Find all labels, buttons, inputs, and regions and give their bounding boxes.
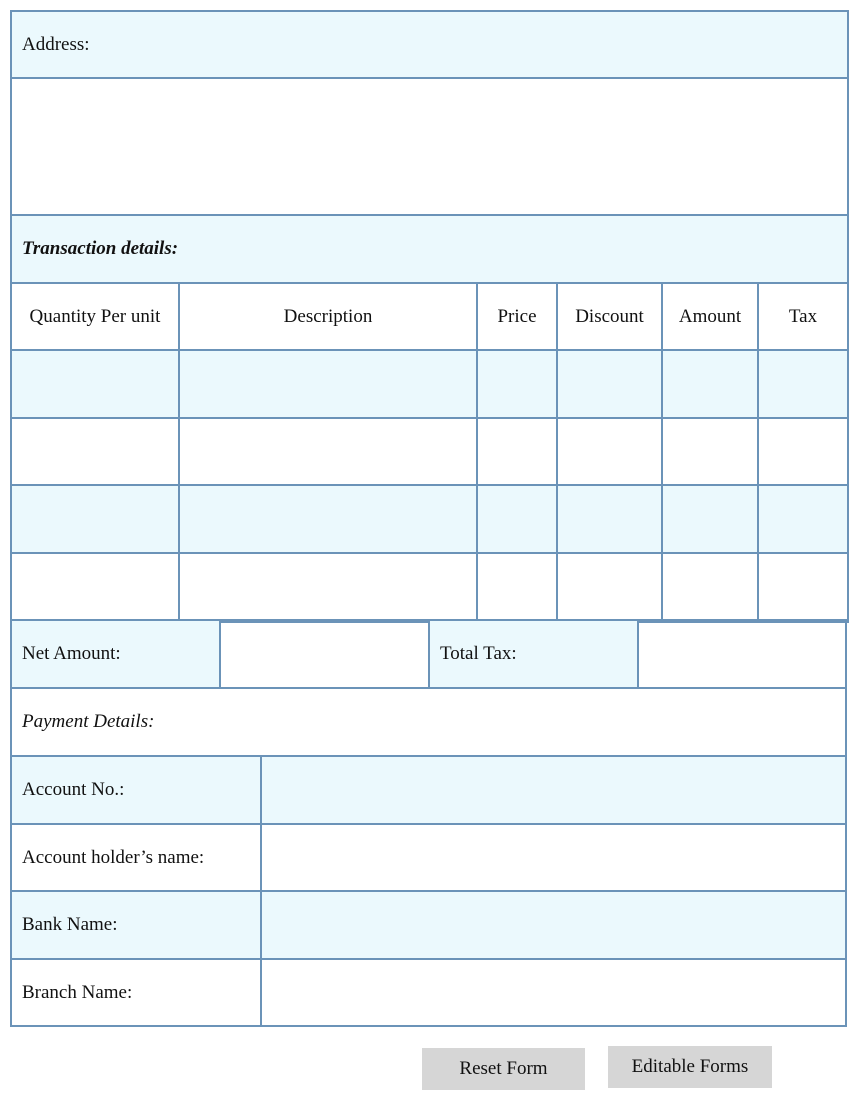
table-cell-input[interactable] bbox=[10, 484, 180, 554]
column-header bbox=[476, 282, 558, 351]
payment-field-input[interactable] bbox=[260, 890, 847, 960]
column-header bbox=[10, 282, 180, 351]
payment-field-label-cell bbox=[10, 823, 262, 892]
total-tax-input[interactable] bbox=[637, 619, 847, 689]
payment-field-label: Account holder’s name: bbox=[22, 846, 205, 868]
table-cell-input[interactable] bbox=[556, 552, 663, 623]
table-cell-input[interactable] bbox=[757, 417, 849, 486]
column-header bbox=[661, 282, 759, 351]
column-header bbox=[757, 282, 849, 351]
table-cell-input[interactable] bbox=[556, 349, 663, 419]
table-cell-input[interactable] bbox=[661, 552, 759, 623]
column-header-label: Discount bbox=[575, 305, 644, 327]
table-cell-input[interactable] bbox=[757, 349, 849, 419]
table-cell-input[interactable] bbox=[10, 552, 180, 623]
table-cell-input[interactable] bbox=[178, 552, 478, 623]
net-amount-input[interactable] bbox=[219, 619, 430, 689]
transaction-details-label: Transaction details: bbox=[22, 238, 179, 259]
payment-field-label-cell bbox=[10, 958, 262, 1027]
table-cell-input[interactable] bbox=[476, 552, 558, 623]
table-cell-input[interactable] bbox=[757, 484, 849, 554]
table-cell-input[interactable] bbox=[178, 349, 478, 419]
table-cell-input[interactable] bbox=[10, 417, 180, 486]
net-amount-label: Net Amount: bbox=[22, 643, 121, 664]
payment-details-label: Payment Details: bbox=[22, 711, 155, 732]
total-tax-label: Total Tax: bbox=[440, 643, 517, 664]
column-header-label: Amount bbox=[678, 305, 742, 327]
column-header bbox=[178, 282, 478, 351]
column-header-label: Price bbox=[497, 305, 537, 327]
transaction-details-header bbox=[10, 214, 849, 284]
total-tax-label-cell bbox=[428, 619, 639, 689]
table-cell-input[interactable] bbox=[476, 417, 558, 486]
payment-field-label: Branch Name: bbox=[22, 981, 133, 1003]
payment-field-input[interactable] bbox=[260, 958, 847, 1027]
net-amount-label-cell bbox=[10, 619, 221, 689]
editable-forms-button[interactable]: Editable Forms bbox=[608, 1046, 772, 1088]
address-label: Address: bbox=[22, 33, 90, 55]
table-cell-input[interactable] bbox=[10, 349, 180, 419]
payment-field-label-cell bbox=[10, 755, 262, 825]
column-header-label: Quantity Per unit bbox=[29, 305, 161, 327]
payment-field-label-cell bbox=[10, 890, 262, 960]
table-cell-input[interactable] bbox=[556, 484, 663, 554]
reset-form-button[interactable]: Reset Form bbox=[422, 1048, 585, 1090]
payment-details-header bbox=[10, 687, 847, 757]
table-cell-input[interactable] bbox=[178, 484, 478, 554]
column-header-label: Tax bbox=[788, 305, 818, 327]
table-cell-input[interactable] bbox=[661, 484, 759, 554]
address-label-row bbox=[10, 10, 849, 79]
table-cell-input[interactable] bbox=[556, 417, 663, 486]
column-header-label: Description bbox=[283, 305, 373, 327]
table-cell-input[interactable] bbox=[661, 349, 759, 419]
column-header bbox=[556, 282, 663, 351]
table-cell-input[interactable] bbox=[476, 484, 558, 554]
table-cell-input[interactable] bbox=[178, 417, 478, 486]
table-cell-input[interactable] bbox=[757, 552, 849, 623]
address-input[interactable] bbox=[10, 77, 849, 216]
payment-field-label: Account No.: bbox=[22, 779, 125, 800]
table-cell-input[interactable] bbox=[661, 417, 759, 486]
payment-field-label: Bank Name: bbox=[22, 914, 118, 935]
payment-field-input[interactable] bbox=[260, 755, 847, 825]
table-cell-input[interactable] bbox=[476, 349, 558, 419]
payment-field-input[interactable] bbox=[260, 823, 847, 892]
